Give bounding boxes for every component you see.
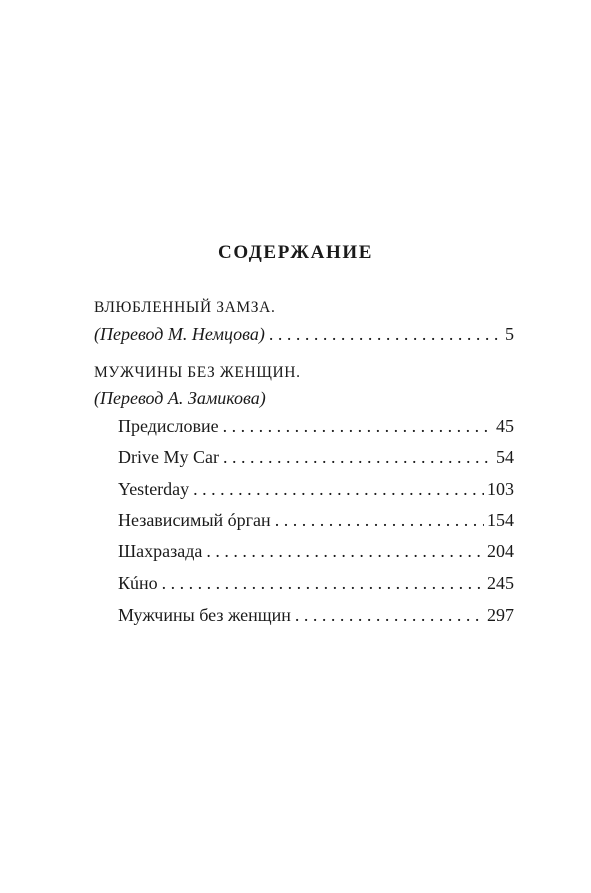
page-number: 45: [496, 416, 514, 436]
dot-leader: [206, 540, 484, 562]
toc-entry-zamza[interactable]: [94, 323, 514, 345]
dot-leader: [223, 446, 493, 468]
toc-entry[interactable]: [118, 446, 514, 468]
toc-entry[interactable]: [118, 509, 514, 531]
dot-leader: [269, 323, 502, 345]
entry-title: Предисловие: [118, 416, 219, 436]
toc-entry[interactable]: [118, 572, 514, 594]
toc-entry[interactable]: [118, 478, 514, 500]
toc-entry[interactable]: [118, 415, 514, 437]
page-number: 204: [487, 541, 514, 561]
dot-leader: [193, 478, 484, 500]
toc-entry[interactable]: [118, 604, 514, 626]
section-heading-zamza: ВЛЮБЛЕННЫЙ ЗАМЗА.: [94, 299, 276, 316]
dot-leader: [295, 604, 484, 626]
toc-entry[interactable]: [118, 540, 514, 562]
dot-leader: [223, 415, 493, 437]
page-number: 245: [487, 573, 514, 593]
entry-title: Кúно: [118, 573, 158, 593]
entry-title: Мужчины без женщин: [118, 605, 291, 625]
entry-title: Независимый óрган: [118, 510, 271, 530]
page-number: 103: [487, 479, 514, 499]
entry-title: Drive My Car: [118, 447, 219, 467]
page-number: 54: [496, 447, 514, 467]
page-number: 297: [487, 605, 514, 625]
page-number: 5: [505, 324, 514, 344]
entry-title: Шахразада: [118, 541, 203, 561]
entry-title: Yesterday: [118, 479, 190, 499]
dot-leader: [162, 572, 484, 594]
dot-leader: [275, 509, 484, 531]
page-number: 154: [487, 510, 514, 530]
section-heading-men-without-women: МУЖЧИНЫ БЕЗ ЖЕНЩИН.: [94, 364, 301, 381]
translator-credit: (Перевод А. Замикова): [94, 388, 266, 408]
page-title: СОДЕРЖАНИЕ: [218, 242, 373, 263]
translator-credit: (Перевод М. Немцова): [94, 324, 265, 344]
